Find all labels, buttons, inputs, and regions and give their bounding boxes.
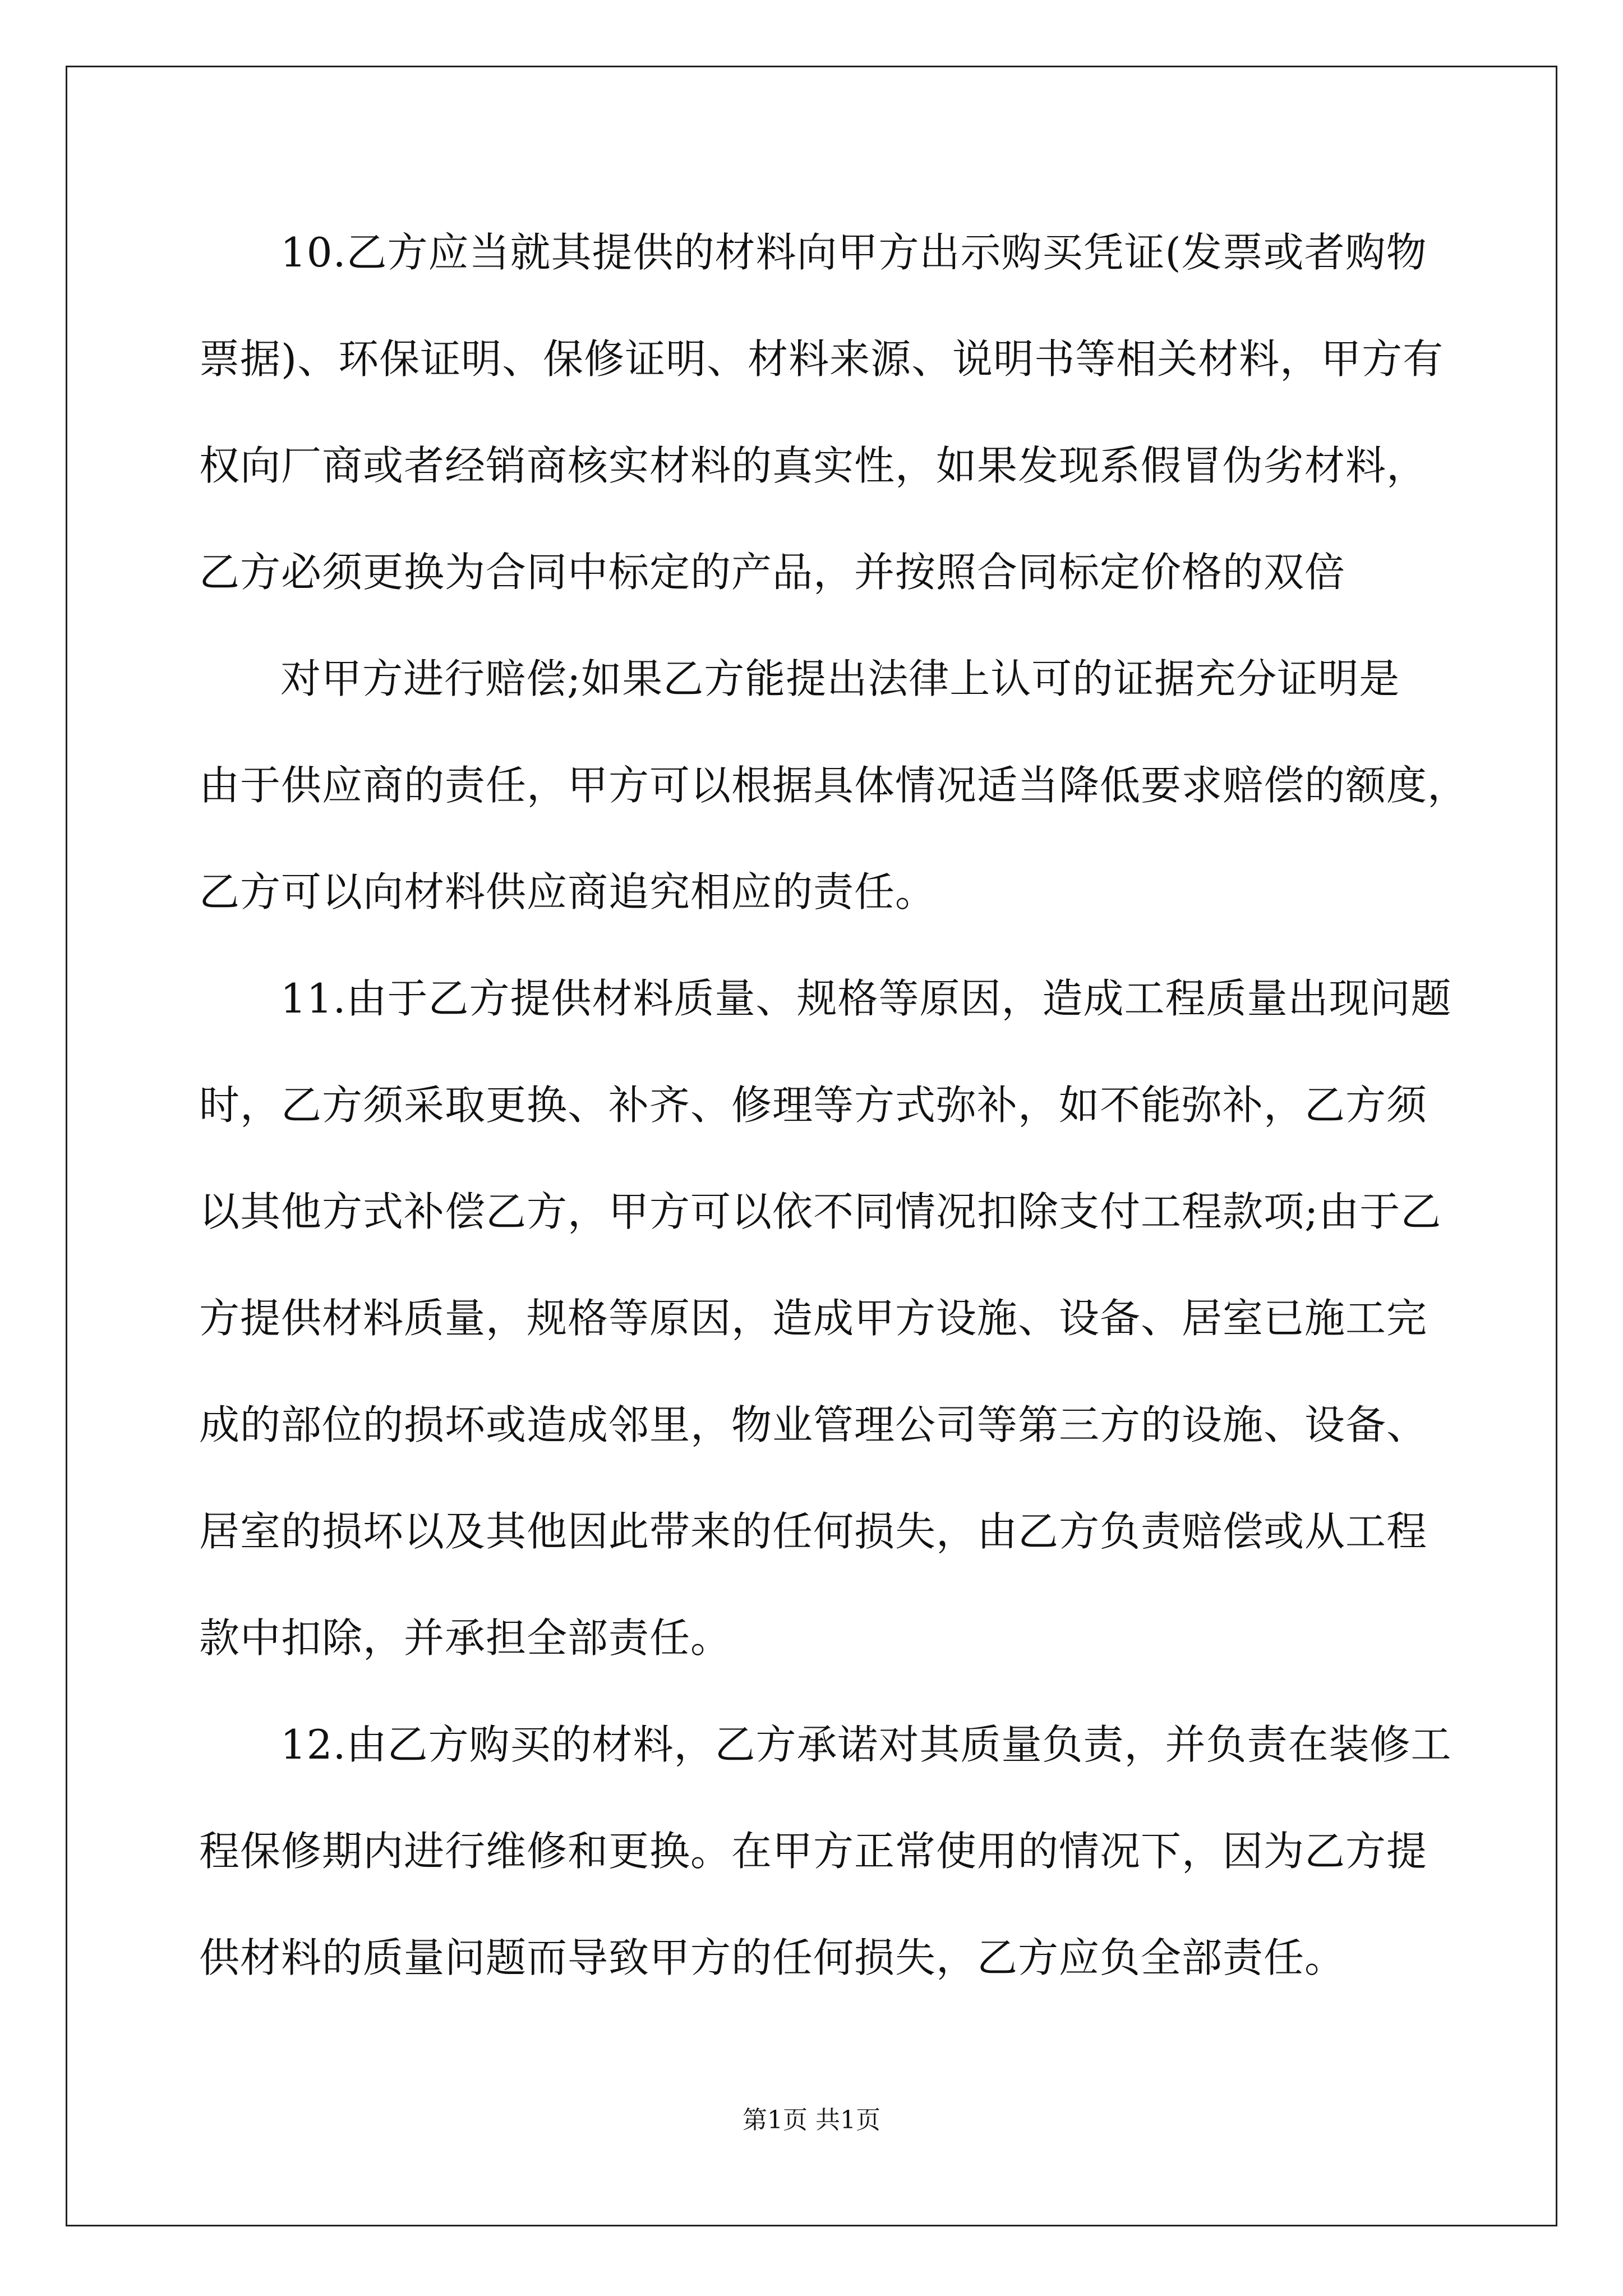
text-line: 以其他方式补偿乙方，甲方可以依不同情况扣除支付工程款项;由于乙 bbox=[199, 1188, 1442, 1235]
text-line: 乙方必须更换为合同中标定的产品，并按照合同标定价格的双倍 bbox=[199, 549, 1346, 596]
text-line: 乙方可以向材料供应商追究相应的责任。 bbox=[199, 868, 937, 915]
text-line: 时，乙方须采取更换、补齐、修理等方式弥补，如不能弥补，乙方须 bbox=[199, 1082, 1428, 1129]
text-line: 居室的损坏以及其他因此带来的任何损失，由乙方负责赔偿或从工程 bbox=[199, 1508, 1428, 1555]
text-line: 10.乙方应当就其提供的材料向甲方出示购买凭证(发票或者购物 bbox=[280, 229, 1427, 276]
text-line: 11.由于乙方提供材料质量、规格等原因，造成工程质量出现问题 bbox=[280, 975, 1452, 1022]
text-line: 对甲方进行赔偿;如果乙方能提出法律上认可的证据充分证明是 bbox=[280, 655, 1400, 702]
text-line: 程保修期内进行维修和更换。在甲方正常使用的情况下，因为乙方提 bbox=[199, 1828, 1428, 1875]
text-line: 12.由乙方购买的材料，乙方承诺对其质量负责，并负责在装修工 bbox=[280, 1721, 1452, 1768]
text-line: 权向厂商或者经销商核实材料的真实性，如果发现系假冒伪劣材料， bbox=[199, 442, 1428, 489]
text-line: 成的部位的损坏或造成邻里，物业管理公司等第三方的设施、设备、 bbox=[199, 1401, 1428, 1448]
page-footer bbox=[0, 2104, 1623, 2137]
page-number-label: 第1页 共1页 bbox=[743, 2106, 880, 2134]
text-line: 款中扣除，并承担全部责任。 bbox=[199, 1614, 732, 1662]
text-line: 方提供材料质量，规格等原因，造成甲方设施、设备、居室已施工完 bbox=[199, 1295, 1428, 1342]
text-line: 供材料的质量问题而导致甲方的任何损失，乙方应负全部责任。 bbox=[199, 1934, 1346, 1981]
text-line: 票据)、环保证明、保修证明、材料来源、说明书等相关材料，甲方有 bbox=[199, 335, 1444, 383]
text-line: 由于供应商的责任，甲方可以根据具体情况适当降低要求赔偿的额度， bbox=[199, 762, 1469, 809]
